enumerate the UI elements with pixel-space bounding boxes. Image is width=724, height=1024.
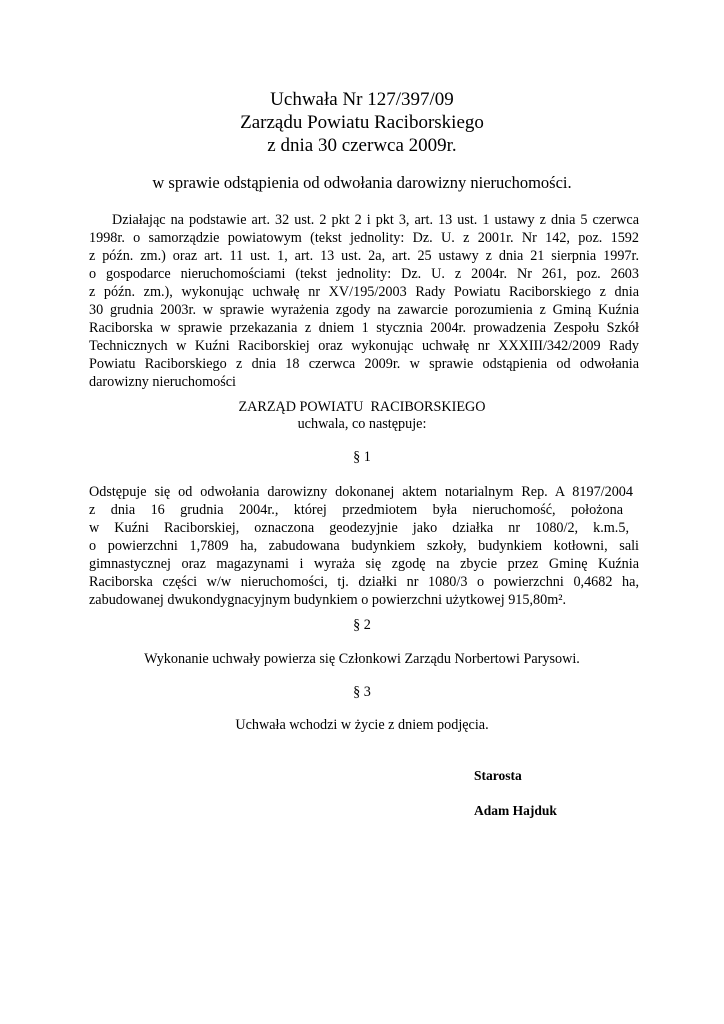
resolving-phrase: uchwala, co następuje: xyxy=(297,416,427,432)
resolving-body-name: ZARZĄD POWIATU RACIBORSKIEGO xyxy=(238,399,486,415)
signature-name: Adam Hajduk xyxy=(474,803,557,818)
preamble-line: Działając na podstawie art. 32 ust. 2 pkt 2 i pkt 3, art. 13 ust. 1 ustawy z dnia 5 czerwca xyxy=(112,212,639,228)
section-1-line: w Kuźni Raciborskiej, oznaczona geodezyjnie jako działka nr 1080/2, k.m.5, xyxy=(89,520,629,536)
preamble-line: 1998r. o samorządzie powiatowym (tekst jednolity: Dz. U. z 2001r. Nr 142, poz. 1592 xyxy=(89,230,639,246)
section-1-line: o powierzchni 1,7809 ha, zabudowana budynkiem szkoły, budynkiem kotłowni, sali xyxy=(89,538,639,554)
section-1-mark: § 1 xyxy=(353,449,371,465)
section-3-text: Uchwała wchodzi w życie z dniem podjęcia. xyxy=(235,717,489,733)
preamble-line: 30 grudnia 2003r. w sprawie wyrażenia zgody na zawarcie porozumienia z Gminą Kuźnia xyxy=(89,302,639,318)
preamble-line: Raciborska w sprawie przekazania z dniem 1 stycznia 2004r. prowadzenia Zespołu Szkół xyxy=(89,320,639,336)
preamble-line: z późn. zm.), wykonując uchwałę nr XV/195/2003 Rady Powiatu Raciborskiego z dnia xyxy=(89,284,639,300)
section-1-line: z dnia 16 grudnia 2004r., której przedmiotem była nieruchomość, położona xyxy=(89,502,623,518)
resolution-number: Uchwała Nr 127/397/09 xyxy=(270,89,454,110)
preamble-line: darowizny nieruchomości xyxy=(89,374,236,390)
section-2-mark: § 2 xyxy=(353,617,371,633)
section-1-line: zabudowanej dwukondygnacyjnym budynkiem o powierzchni użytkowej 915,80m². xyxy=(89,592,567,608)
resolution-subject: w sprawie odstąpienia od odwołania darowizny nieruchomości. xyxy=(152,173,572,192)
section-1-line: Odstępuje się od odwołania darowizny dokonanej aktem notarialnym Rep. A 8197/2004 xyxy=(89,484,633,500)
section-1-line: gimnastycznej oraz magazynami i wyraża się zgodę na zbycie przez Gminę Kuźnia xyxy=(89,556,639,572)
preamble-line: Powiatu Raciborskiego z dnia 18 czerwca 2009r. w sprawie odstąpienia od odwołania xyxy=(89,356,639,372)
issuing-body: Zarządu Powiatu Raciborskiego xyxy=(240,112,484,133)
signature-role: Starosta xyxy=(474,768,522,783)
section-1-line: Raciborska części w/w nieruchomości, tj. działki nr 1080/3 o powierzchni 0,4682 ha, xyxy=(89,574,639,590)
section-3-mark: § 3 xyxy=(353,684,371,700)
preamble-line: Technicznych w Kuźni Raciborskiej oraz wykonując uchwałę nr XXXIII/342/2009 Rady xyxy=(89,338,639,354)
preamble-line: o gospodarce nieruchomościami (tekst jednolity: Dz. U. z 2004r. Nr 261, poz. 2603 xyxy=(89,266,639,282)
resolution-date: z dnia 30 czerwca 2009r. xyxy=(267,135,457,156)
section-2-text: Wykonanie uchwały powierza się Członkowi Zarządu Norbertowi Parysowi. xyxy=(144,651,580,667)
preamble-line: z późn. zm.) oraz art. 11 ust. 1, art. 13 ust. 2a, art. 25 ustawy z dnia 21 sierpnia 1997r. xyxy=(89,248,639,264)
